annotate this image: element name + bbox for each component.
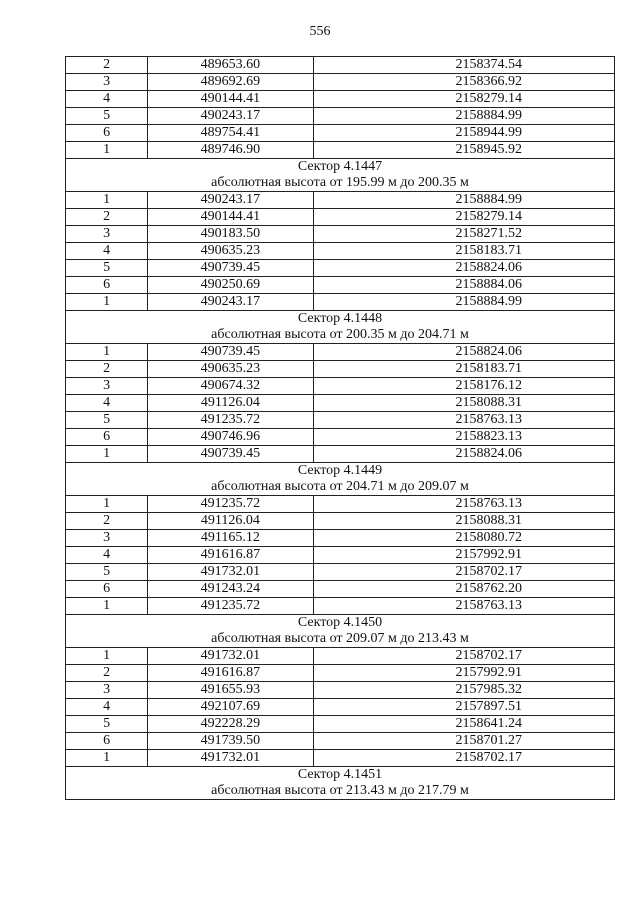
sector-altitude: абсолютная высота от 204.71 м до 209.07 м [66, 479, 615, 496]
x-coordinate-cell: 491235.72 [148, 598, 313, 615]
point-number-cell: 6 [66, 581, 148, 598]
y-coordinate-cell: 2158080.72 [313, 530, 614, 547]
table-row [66, 192, 615, 209]
table-row [66, 277, 615, 294]
y-coordinate-cell: 2158701.27 [313, 733, 614, 750]
y-coordinate-cell: 2158183.71 [313, 361, 614, 378]
x-coordinate-cell: 490746.96 [148, 429, 313, 446]
table-row [66, 260, 615, 277]
sector-title: Сектор 4.1451 [66, 767, 615, 784]
y-coordinate-cell: 2157992.91 [313, 547, 614, 564]
sector-title: Сектор 4.1448 [66, 311, 615, 328]
y-coordinate-cell: 2158279.14 [313, 91, 614, 108]
table-row [66, 564, 615, 581]
y-coordinate-cell: 2158824.06 [313, 260, 614, 277]
page-number: 556 [309, 24, 331, 39]
sector-title: Сектор 4.1447 [66, 159, 615, 176]
x-coordinate-cell: 491616.87 [148, 547, 313, 564]
point-number-cell: 1 [66, 598, 148, 615]
y-coordinate-cell: 2158088.31 [313, 513, 614, 530]
x-coordinate-cell: 490635.23 [148, 361, 313, 378]
table-row [66, 395, 615, 412]
point-number-cell: 2 [66, 665, 148, 682]
x-coordinate-cell: 490243.17 [148, 108, 313, 125]
y-coordinate-cell: 2158374.54 [313, 57, 614, 74]
y-coordinate-cell: 2158702.17 [313, 564, 614, 581]
point-number-cell: 3 [66, 530, 148, 547]
sector-altitude: абсолютная высота от 200.35 м до 204.71 м [66, 327, 615, 344]
x-coordinate-cell: 492107.69 [148, 699, 313, 716]
y-coordinate-cell: 2157985.32 [313, 682, 614, 699]
y-coordinate-cell: 2158271.52 [313, 226, 614, 243]
point-number-cell: 2 [66, 513, 148, 530]
sector-altitude: абсолютная высота от 209.07 м до 213.43 м [66, 631, 615, 648]
y-coordinate-cell: 2158763.13 [313, 496, 614, 513]
sector-title-row [66, 463, 615, 480]
x-coordinate-cell: 490739.45 [148, 344, 313, 361]
x-coordinate-cell: 491235.72 [148, 412, 313, 429]
x-coordinate-cell: 490250.69 [148, 277, 313, 294]
table-row [66, 446, 615, 463]
point-number-cell: 1 [66, 750, 148, 767]
sector-title-row [66, 311, 615, 328]
sector-altitude-row [66, 479, 615, 496]
point-number-cell: 6 [66, 125, 148, 142]
table-row [66, 294, 615, 311]
y-coordinate-cell: 2158702.17 [313, 750, 614, 767]
sector-title-row [66, 615, 615, 632]
point-number-cell: 3 [66, 74, 148, 91]
table-row [66, 243, 615, 260]
y-coordinate-cell: 2158884.99 [313, 192, 614, 209]
sector-altitude-row [66, 327, 615, 344]
table-row [66, 581, 615, 598]
x-coordinate-cell: 491126.04 [148, 395, 313, 412]
y-coordinate-cell: 2158762.20 [313, 581, 614, 598]
x-coordinate-cell: 491655.93 [148, 682, 313, 699]
x-coordinate-cell: 489653.60 [148, 57, 313, 74]
y-coordinate-cell: 2158824.06 [313, 446, 614, 463]
point-number-cell: 1 [66, 446, 148, 463]
table-row [66, 716, 615, 733]
y-coordinate-cell: 2158824.06 [313, 344, 614, 361]
y-coordinate-cell: 2158702.17 [313, 648, 614, 665]
point-number-cell: 4 [66, 699, 148, 716]
x-coordinate-cell: 490243.17 [148, 192, 313, 209]
y-coordinate-cell: 2158183.71 [313, 243, 614, 260]
sector-title: Сектор 4.1449 [66, 463, 615, 480]
y-coordinate-cell: 2158176.12 [313, 378, 614, 395]
y-coordinate-cell: 2158366.92 [313, 74, 614, 91]
table-row [66, 699, 615, 716]
y-coordinate-cell: 2157897.51 [313, 699, 614, 716]
point-number-cell: 6 [66, 429, 148, 446]
table-row [66, 142, 615, 159]
point-number-cell: 1 [66, 344, 148, 361]
sector-altitude-row [66, 175, 615, 192]
x-coordinate-cell: 491732.01 [148, 648, 313, 665]
y-coordinate-cell: 2158945.92 [313, 142, 614, 159]
x-coordinate-cell: 491243.24 [148, 581, 313, 598]
point-number-cell: 4 [66, 243, 148, 260]
table-row [66, 226, 615, 243]
coordinates-table-body [66, 57, 615, 800]
y-coordinate-cell: 2158884.06 [313, 277, 614, 294]
y-coordinate-cell: 2158763.13 [313, 412, 614, 429]
x-coordinate-cell: 491732.01 [148, 564, 313, 581]
table-row [66, 209, 615, 226]
point-number-cell: 4 [66, 547, 148, 564]
x-coordinate-cell: 491165.12 [148, 530, 313, 547]
y-coordinate-cell: 2158884.99 [313, 108, 614, 125]
x-coordinate-cell: 490635.23 [148, 243, 313, 260]
x-coordinate-cell: 490144.41 [148, 91, 313, 108]
table-row [66, 361, 615, 378]
x-coordinate-cell: 489754.41 [148, 125, 313, 142]
sector-title-row [66, 159, 615, 176]
x-coordinate-cell: 490183.50 [148, 226, 313, 243]
x-coordinate-cell: 490739.45 [148, 260, 313, 277]
table-row [66, 412, 615, 429]
point-number-cell: 6 [66, 277, 148, 294]
x-coordinate-cell: 490243.17 [148, 294, 313, 311]
point-number-cell: 2 [66, 209, 148, 226]
x-coordinate-cell: 491126.04 [148, 513, 313, 530]
point-number-cell: 5 [66, 564, 148, 581]
table-row [66, 429, 615, 446]
table-row [66, 547, 615, 564]
y-coordinate-cell: 2158088.31 [313, 395, 614, 412]
point-number-cell: 2 [66, 361, 148, 378]
x-coordinate-cell: 491739.50 [148, 733, 313, 750]
coordinates-table [65, 56, 615, 800]
x-coordinate-cell: 491616.87 [148, 665, 313, 682]
x-coordinate-cell: 490144.41 [148, 209, 313, 226]
y-coordinate-cell: 2158944.99 [313, 125, 614, 142]
x-coordinate-cell: 490739.45 [148, 446, 313, 463]
y-coordinate-cell: 2158763.13 [313, 598, 614, 615]
y-coordinate-cell: 2158279.14 [313, 209, 614, 226]
point-number-cell: 3 [66, 378, 148, 395]
point-number-cell: 1 [66, 294, 148, 311]
table-row [66, 57, 615, 74]
point-number-cell: 5 [66, 412, 148, 429]
table-row [66, 125, 615, 142]
point-number-cell: 1 [66, 142, 148, 159]
sector-altitude: абсолютная высота от 213.43 м до 217.79 м [66, 783, 615, 800]
table-row [66, 91, 615, 108]
point-number-cell: 2 [66, 57, 148, 74]
table-row [66, 530, 615, 547]
point-number-cell: 5 [66, 716, 148, 733]
point-number-cell: 1 [66, 648, 148, 665]
sector-altitude-row [66, 783, 615, 800]
table-row [66, 513, 615, 530]
x-coordinate-cell: 489746.90 [148, 142, 313, 159]
table-row [66, 648, 615, 665]
point-number-cell: 6 [66, 733, 148, 750]
table-row [66, 344, 615, 361]
point-number-cell: 4 [66, 91, 148, 108]
sector-title: Сектор 4.1450 [66, 615, 615, 632]
x-coordinate-cell: 491732.01 [148, 750, 313, 767]
point-number-cell: 4 [66, 395, 148, 412]
x-coordinate-cell: 489692.69 [148, 74, 313, 91]
x-coordinate-cell: 491235.72 [148, 496, 313, 513]
sector-altitude: абсолютная высота от 195.99 м до 200.35 м [66, 175, 615, 192]
table-row [66, 496, 615, 513]
x-coordinate-cell: 490674.32 [148, 378, 313, 395]
table-row [66, 378, 615, 395]
table-row [66, 665, 615, 682]
table-row [66, 682, 615, 699]
y-coordinate-cell: 2157992.91 [313, 665, 614, 682]
point-number-cell: 5 [66, 260, 148, 277]
table-row [66, 74, 615, 91]
y-coordinate-cell: 2158823.13 [313, 429, 614, 446]
sector-title-row [66, 767, 615, 784]
x-coordinate-cell: 492228.29 [148, 716, 313, 733]
point-number-cell: 5 [66, 108, 148, 125]
point-number-cell: 1 [66, 192, 148, 209]
point-number-cell: 1 [66, 496, 148, 513]
table-row [66, 108, 615, 125]
point-number-cell: 3 [66, 682, 148, 699]
point-number-cell: 3 [66, 226, 148, 243]
y-coordinate-cell: 2158641.24 [313, 716, 614, 733]
y-coordinate-cell: 2158884.99 [313, 294, 614, 311]
sector-altitude-row [66, 631, 615, 648]
table-row [66, 733, 615, 750]
table-row [66, 598, 615, 615]
table-row [66, 750, 615, 767]
